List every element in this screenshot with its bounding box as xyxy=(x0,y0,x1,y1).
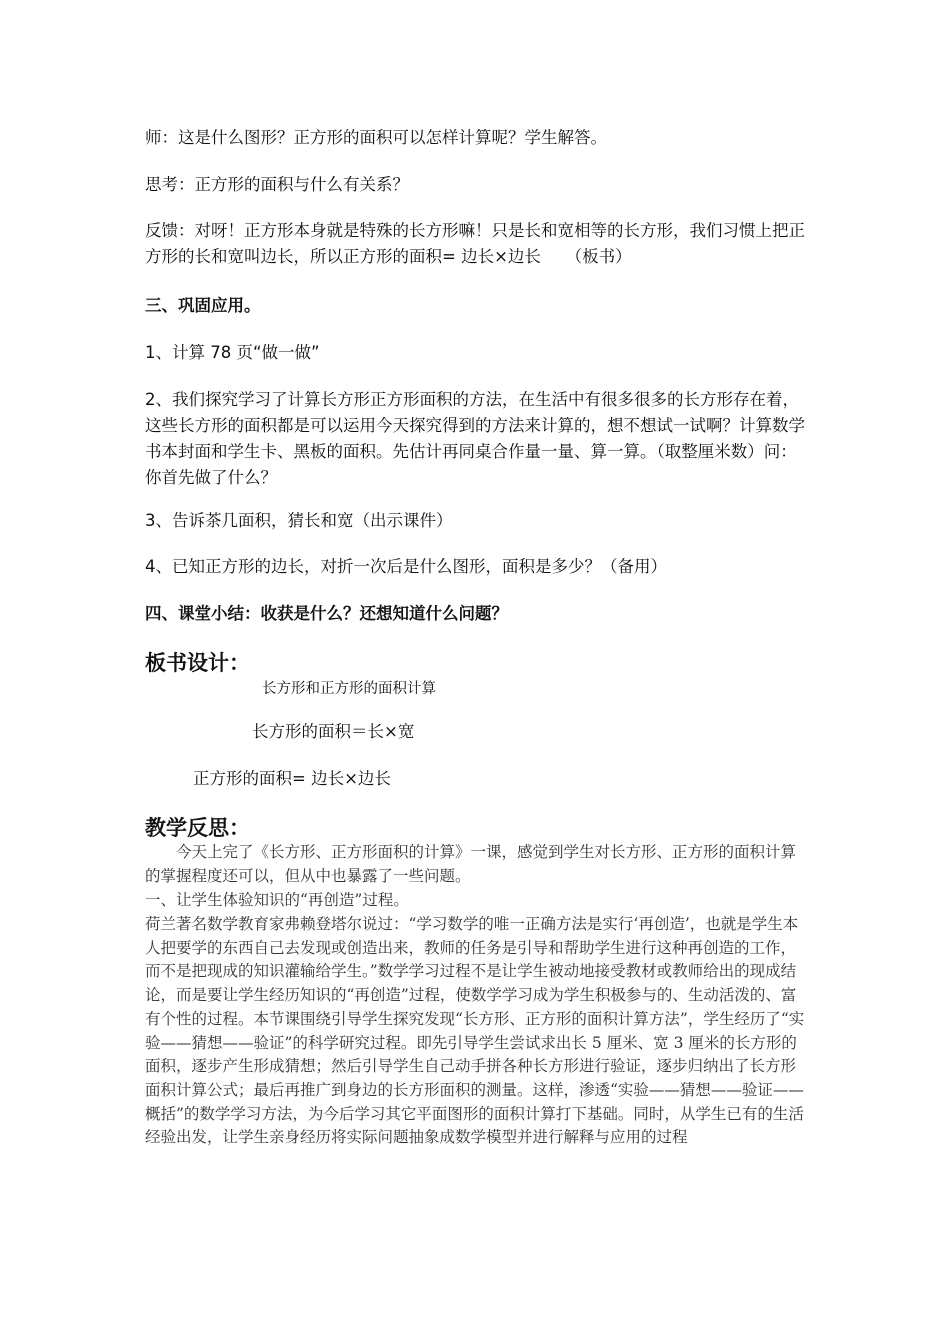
reflection-point-1: 一、让学生体验知识的“再创造”过程。 xyxy=(145,891,409,909)
exercise-item-4: 4、已知正方形的边长，对折一次后是什么图形，面积是多少？（备用） xyxy=(145,557,667,576)
reflection-body: 荷兰著名数学教育家弗赖登塔尔说过：“学习数学的唯一正确方法是实行‘再创造’，也就是学生本人把要学的东西自己去发现或创造出来，教师的任务是引导和帮助学生进行这种再创造的工作，而不是把现成的知识灌输给学生。”数学学习过程不是让学生被动地接受教材或教师给出的现成结论，而是要让学生经历知识的“再创造”过程，使数学学习成为学生积极参与的、生动活泼的、富有个性的过程。本节课围绕引导学生探究发现“长方形、正方形的面积计算方法”，学生经历了“实验——猜想——验证”的科学研究过程。即先引导学生尝试求出长 5 厘米、宽 3 厘米的长方形的面积，逐步产生形成猜想；然后引导学生自己动手拼各种长方形进行验证，逐步归纳出了长方形面积计算公式；最后再推广到身边的长方形面积的测量。这样，渗透“实验——猜想——验证——概括”的数学学习方法，为今后学习其它平面图形的面积计算打下基础。同时，从学生已有的生活经验出发，让学生亲身经历将实际问题抽象成数学模型并进行解释与应用的过程 xyxy=(145,915,805,1147)
exercise-item-3: 3、告诉茶几面积，猜长和宽（出示课件） xyxy=(145,511,453,530)
board-formula-square: 正方形的面积= 边长×边长 xyxy=(193,769,391,788)
exercise-item-1: 1、计算 78 页“做一做” xyxy=(145,343,320,362)
section-heading-summary: 四、课堂小结：收获是什么？还想知道什么问题？ xyxy=(145,604,508,623)
section-heading-apply: 三、巩固应用。 xyxy=(145,296,261,315)
board-design-heading: 板书设计： xyxy=(145,651,250,675)
board-formula-rectangle: 长方形的面积＝长×宽 xyxy=(252,722,415,741)
thinking-paragraph: 思考：正方形的面积与什么有关系？ xyxy=(145,175,409,194)
feedback-paragraph: 反馈：对呀！正方形本身就是特殊的长方形嘛！只是长和宽相等的长方形，我们习惯上把正方形的长和宽叫边长，所以正方形的面积= 边长×边长 （板书） xyxy=(145,221,805,266)
board-title: 长方形和正方形的面积计算 xyxy=(262,681,436,697)
exercise-item-2: 2、我们探究学习了计算长方形正方形面积的方法，在生活中有很多很多的长方形存在着，这些长方形的面积都是可以运用今天探究得到的方法来计算的，想不想试一试啊？计算数学书本封面和学生卡、黑板的面积。先估计再同桌合作量一量、算一算。（取整厘米数）问：你首先做了什么？ xyxy=(145,390,805,487)
teacher-question-paragraph: 师：这是什么图形？正方形的面积可以怎样计算呢？学生解答。 xyxy=(145,128,607,147)
reflection-intro: 今天上完了《长方形、正方形面积的计算》一课，感觉到学生对长方形、正方形的面积计算的掌握程度还可以，但从中也暴露了一些问题。 xyxy=(145,843,797,885)
reflection-heading: 教学反思： xyxy=(145,816,250,840)
